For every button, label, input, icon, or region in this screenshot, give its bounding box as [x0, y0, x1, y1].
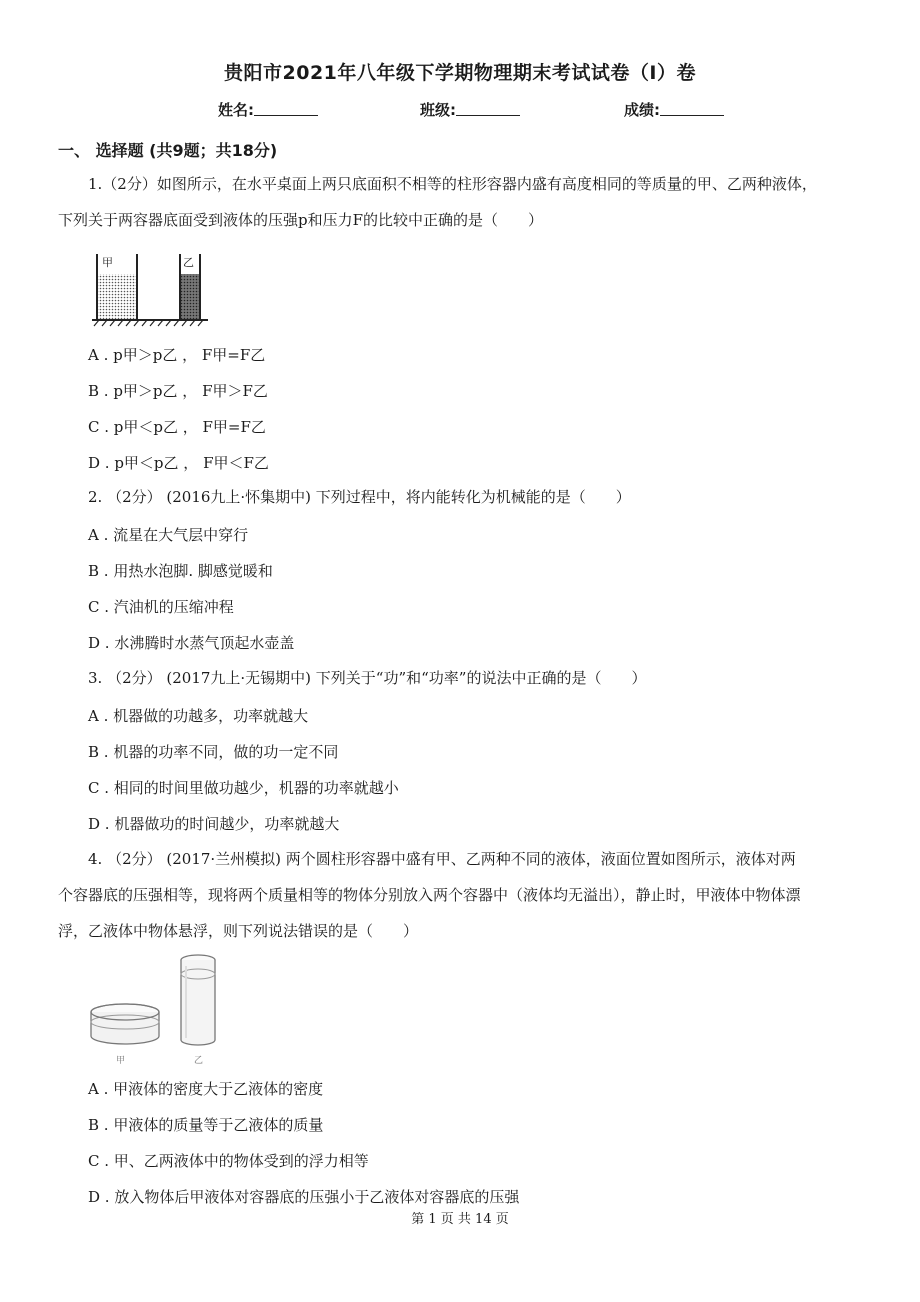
question-3-option-c[interactable]: C . 相同的时间里做功越少，机器的功率就越小 — [88, 779, 399, 797]
class-blank[interactable] — [456, 101, 520, 116]
figure1-label-jia: 甲 — [102, 256, 113, 269]
question-4-option-a[interactable]: A . 甲液体的密度大于乙液体的密度 — [88, 1080, 324, 1098]
question-1-stem — [58, 166, 868, 238]
question-4-figure — [86, 952, 236, 1067]
figure1-label-yi: 乙 — [183, 256, 194, 269]
name-blank[interactable] — [254, 101, 318, 116]
name-field — [218, 99, 318, 120]
question-1-option-c[interactable]: C . p甲＜p乙 ， F甲=F乙 — [88, 418, 266, 436]
question-2-option-c[interactable]: C . 汽油机的压缩冲程 — [88, 598, 234, 616]
class-field — [420, 99, 520, 120]
figure4-label-yi: 乙 — [194, 1056, 204, 1066]
figure4-label-jia: 甲 — [116, 1056, 126, 1066]
question-4-line3: 浮，乙液体中物体悬浮，则下列说法错误的是（ ） — [58, 922, 419, 940]
question-2-option-b[interactable]: B . 用热水泡脚. 脚感觉暖和 — [88, 562, 273, 580]
question-1-line2: 下列关于两容器底面受到液体的压强p和压力F的比较中正确的是（ ） — [58, 211, 544, 229]
question-2-stem — [58, 479, 868, 515]
question-2-option-a[interactable]: A . 流星在大气层中穿行 — [88, 526, 249, 544]
question-2-line1: 2. （2分） (2016九上·怀集期中) 下列过程中，将内能转化为机械能的是（ ） — [88, 488, 631, 506]
question-3-line1: 3. （2分） (2017九上·无锡期中) 下列关于“功”和“功率”的说法中正确的是（ ） — [88, 669, 647, 687]
question-3-stem — [58, 660, 868, 696]
page-title: 贵阳市2021年八年级下学期物理期末考试试卷（I）卷 — [224, 62, 696, 84]
question-1-option-b[interactable]: B . p甲＞p乙 ， F甲＞F乙 — [88, 382, 268, 400]
question-1-line1: 1.（2分）如图所示，在水平桌面上两只底面积不相等的柱形容器内盛有高度相同的等质量的甲、乙两种液体， — [88, 175, 817, 193]
question-2-option-d[interactable]: D . 水沸腾时水蒸气顶起水壶盖 — [88, 634, 295, 652]
question-4-stem — [58, 841, 868, 949]
section-heading: 一、 选择题 (共9题；共18分) — [58, 141, 278, 160]
question-4-option-b[interactable]: B . 甲液体的质量等于乙液体的质量 — [88, 1116, 324, 1134]
score-label: 成绩: — [624, 101, 660, 119]
question-3-option-b[interactable]: B . 机器的功率不同，做的功一定不同 — [88, 743, 339, 761]
page-footer: 第 1 页 共 14 页 — [411, 1212, 509, 1227]
question-1-figure — [90, 248, 210, 328]
question-3-option-d[interactable]: D . 机器做功的时间越少，功率就越大 — [88, 815, 340, 833]
class-label: 班级: — [420, 101, 456, 119]
name-label: 姓名: — [218, 101, 254, 119]
question-4-line2: 个容器底的压强相等，现将两个质量相等的物体分别放入两个容器中（液体均无溢出），静止时，甲液体中物体漂 — [58, 886, 801, 904]
question-4-option-c[interactable]: C . 甲、乙两液体中的物体受到的浮力相等 — [88, 1152, 369, 1170]
question-4-option-d[interactable]: D . 放入物体后甲液体对容器底的压强小于乙液体对容器底的压强 — [88, 1188, 520, 1206]
question-3-option-a[interactable]: A . 机器做的功越多，功率就越大 — [88, 707, 309, 725]
score-field — [624, 99, 724, 120]
question-1-option-d[interactable]: D . p甲＜p乙 ， F甲＜F乙 — [88, 454, 269, 472]
question-1-option-a[interactable]: A . p甲＞p乙 ， F甲=F乙 — [88, 346, 266, 364]
score-blank[interactable] — [660, 101, 724, 116]
question-4-line1: 4. （2分） (2017·兰州模拟) 两个圆柱形容器中盛有甲、乙两种不同的液体，液面位置如图所示，液体对两 — [88, 850, 796, 868]
